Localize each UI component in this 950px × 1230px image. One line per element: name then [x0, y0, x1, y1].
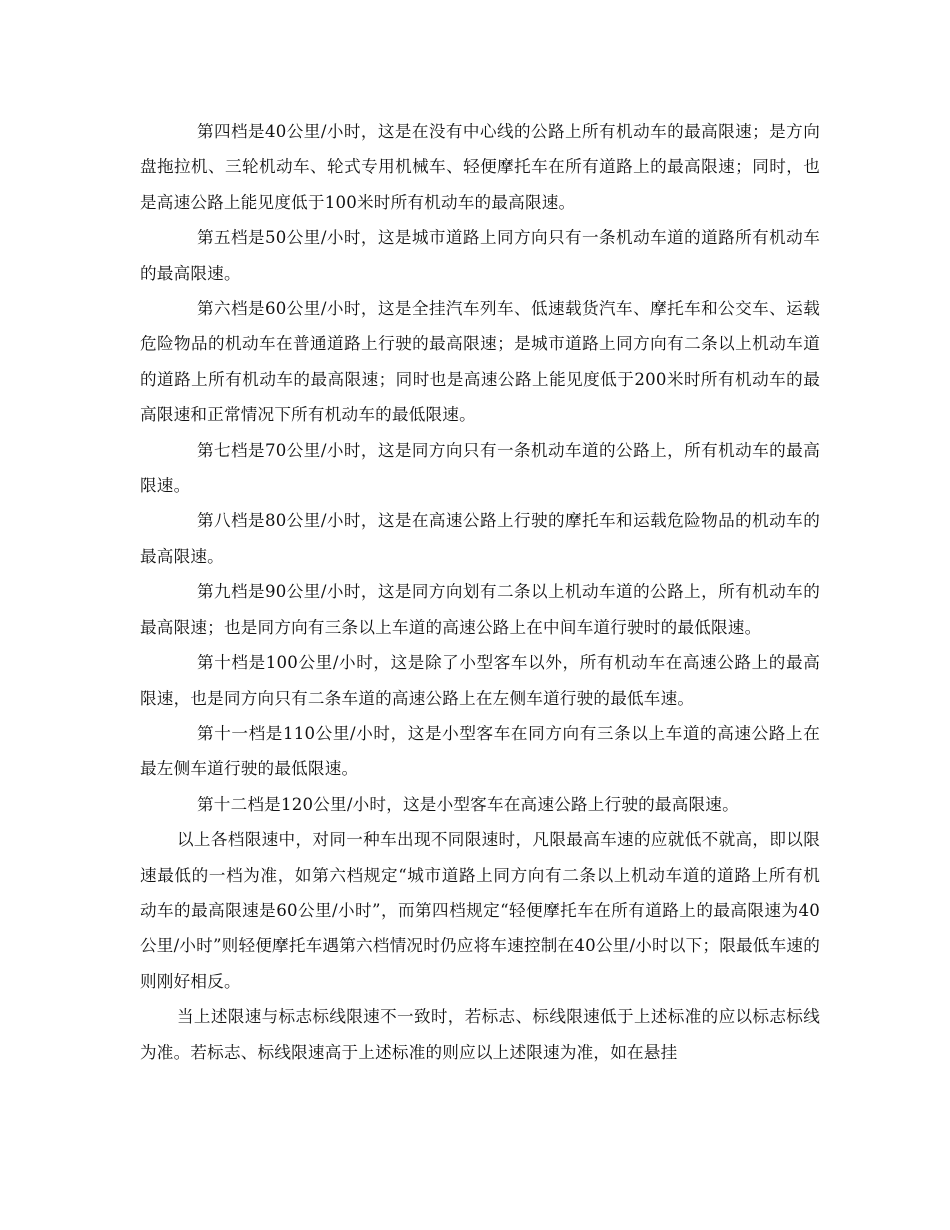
paragraph-speed-level-4: 第四档是40公里/小时，这是在没有中心线的公路上所有机动车的最高限速；是方向盘拖拉机、三轮机动车、轮式专用机械车、轻便摩托车在所有道路上的最高限速；同时，也是高速公路上能见度低于100米时所有机动车的最高限速。 — [140, 122, 820, 212]
paragraph-speed-level-7: 第七档是70公里/小时，这是同方向只有一条机动车道的公路上，所有机动车的最高限速。 — [140, 440, 820, 496]
paragraph-speed-level-11: 第十一档是110公里/小时，这是小型客车在同方向有三条以上车道的高速公路上在最左侧车道行驶的最低限速。 — [140, 723, 820, 779]
paragraph-speed-level-12: 第十二档是120公里/小时，这是小型客车在高速公路上行驶的最高限速。 — [197, 794, 739, 814]
document-body — [140, 114, 820, 1070]
paragraph-speed-level-10: 第十档是100公里/小时，这是除了小型客车以外，所有机动车在高速公路上的最高限速，也是同方向只有二条车道的高速公路上在左侧车道行驶的最低车速。 — [140, 653, 820, 708]
paragraph-speed-level-5: 第五档是50公里/小时，这是城市道路上同方向只有一条机动车道的道路所有机动车的最高限速。 — [140, 228, 820, 283]
paragraph-sign-marking-rule: 当上述限速与标志标线限速不一致时，若标志、标线限速低于上述标准的应以标志标线为准。若标志、标线限速高于上述标准的则应以上述限速为准，如在悬挂 — [140, 1007, 820, 1062]
paragraph-speed-rule-explanation: 以上各档限速中，对同一种车出现不同限速时，凡限最高车速的应就低不就高，即以限速最低的一档为准，如第六档规定“城市道路上同方向有二条以上机动车道的道路上所有机动车的最高限速是60公里/小时”，而第四档规定“轻便摩托车在所有道路上的最高限速为40公里/小时”则轻便摩托车遇第六档情况时仍应将车速控制在40公里/小时以下；限最低车速的则刚好相反。 — [140, 830, 820, 991]
paragraph-speed-level-9: 第九档是90公里/小时，这是同方向划有二条以上机动车道的公路上，所有机动车的最高限速；也是同方向有三条以上车道的高速公路上在中间车道行驶时的最低限速。 — [140, 582, 820, 637]
paragraph-speed-level-6: 第六档是60公里/小时，这是全挂汽车列车、低速载货汽车、摩托车和公交车、运载危险物品的机动车在普通道路上行驶的最高限速；是城市道路上同方向有二条以上机动车道的道路上所有机动车的最高限速；同时也是高速公路上能见度低于200米时所有机动车的最高限速和正常情况下所有机动车的最低限速。 — [140, 299, 820, 425]
paragraph-speed-level-8: 第八档是80公里/小时，这是在高速公路上行驶的摩托车和运载危险物品的机动车的最高限速。 — [140, 511, 820, 566]
